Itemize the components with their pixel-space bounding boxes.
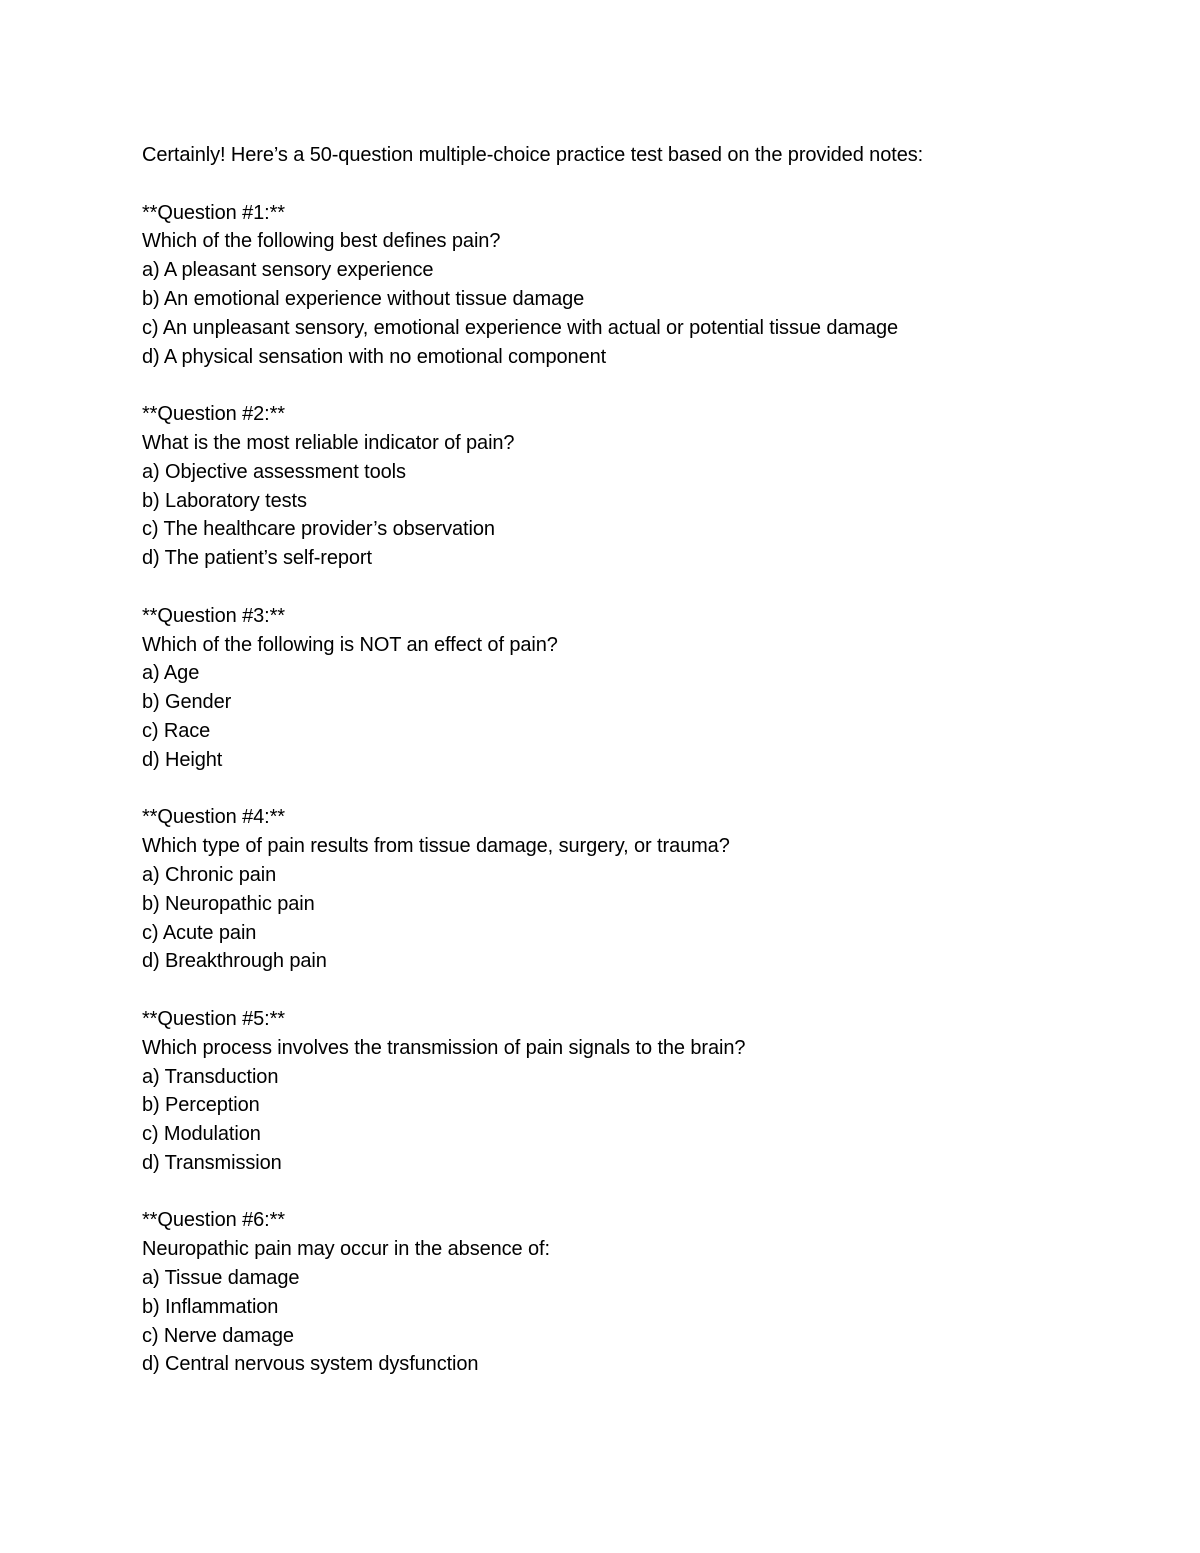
answer-option: c) Acute pain xyxy=(142,921,257,944)
question-header: **Question #6:** xyxy=(142,1209,285,1232)
answer-option: d) Transmission xyxy=(142,1151,282,1174)
intro-text: Certainly! Here’s a 50-question multiple-choice practice test based on the provided notes: xyxy=(142,144,924,166)
answer-option: b) Neuropathic pain xyxy=(142,892,315,915)
question-header: **Question #5:** xyxy=(142,1007,285,1030)
answer-option: d) Central nervous system dysfunction xyxy=(142,1353,479,1376)
question-header: **Question #2:** xyxy=(142,403,285,426)
answer-option: a) Age xyxy=(142,662,200,685)
question-block xyxy=(142,803,1142,976)
answer-option: a) Tissue damage xyxy=(142,1267,300,1290)
answer-option: d) The patient’s self-report xyxy=(142,547,372,570)
answer-option: c) An unpleasant sensory, emotional experience with actual or potential tissue damage xyxy=(142,316,899,339)
answer-option: a) Objective assessment tools xyxy=(142,460,406,483)
answer-option: d) A physical sensation with no emotional component xyxy=(142,345,607,368)
answer-option: c) Race xyxy=(142,719,211,742)
answer-option: a) Chronic pain xyxy=(142,863,277,886)
question-header: **Question #3:** xyxy=(142,604,285,627)
answer-option: a) Transduction xyxy=(142,1065,279,1088)
answer-option: d) Height xyxy=(142,748,223,771)
answer-option: b) Laboratory tests xyxy=(142,489,307,512)
question-block xyxy=(142,1005,1142,1178)
answer-option: c) Nerve damage xyxy=(142,1324,294,1347)
answer-option: b) Gender xyxy=(142,691,232,714)
question-block xyxy=(142,602,1142,775)
question-block xyxy=(142,1206,1142,1379)
question-text: Which type of pain results from tissue damage, surgery, or trauma? xyxy=(142,835,730,858)
answer-option: b) An emotional experience without tissue damage xyxy=(142,287,585,310)
question-text: Which process involves the transmission of pain signals to the brain? xyxy=(142,1036,746,1059)
answer-option: b) Inflammation xyxy=(142,1295,279,1318)
question-text: Which of the following is NOT an effect of pain? xyxy=(142,633,558,656)
answer-option: d) Breakthrough pain xyxy=(142,950,327,973)
answer-option: c) Modulation xyxy=(142,1123,261,1146)
answer-option: a) A pleasant sensory experience xyxy=(142,259,434,282)
question-block xyxy=(142,400,1142,573)
question-header: **Question #4:** xyxy=(142,806,285,829)
document-body xyxy=(142,141,1142,1408)
answer-option: b) Perception xyxy=(142,1094,260,1117)
question-text: Neuropathic pain may occur in the absence of: xyxy=(142,1238,550,1261)
question-text: What is the most reliable indicator of pain? xyxy=(142,431,515,454)
answer-option: c) The healthcare provider’s observation xyxy=(142,518,495,541)
question-text: Which of the following best defines pain? xyxy=(142,230,501,253)
question-header: **Question #1:** xyxy=(142,201,285,224)
question-block xyxy=(142,199,1142,372)
